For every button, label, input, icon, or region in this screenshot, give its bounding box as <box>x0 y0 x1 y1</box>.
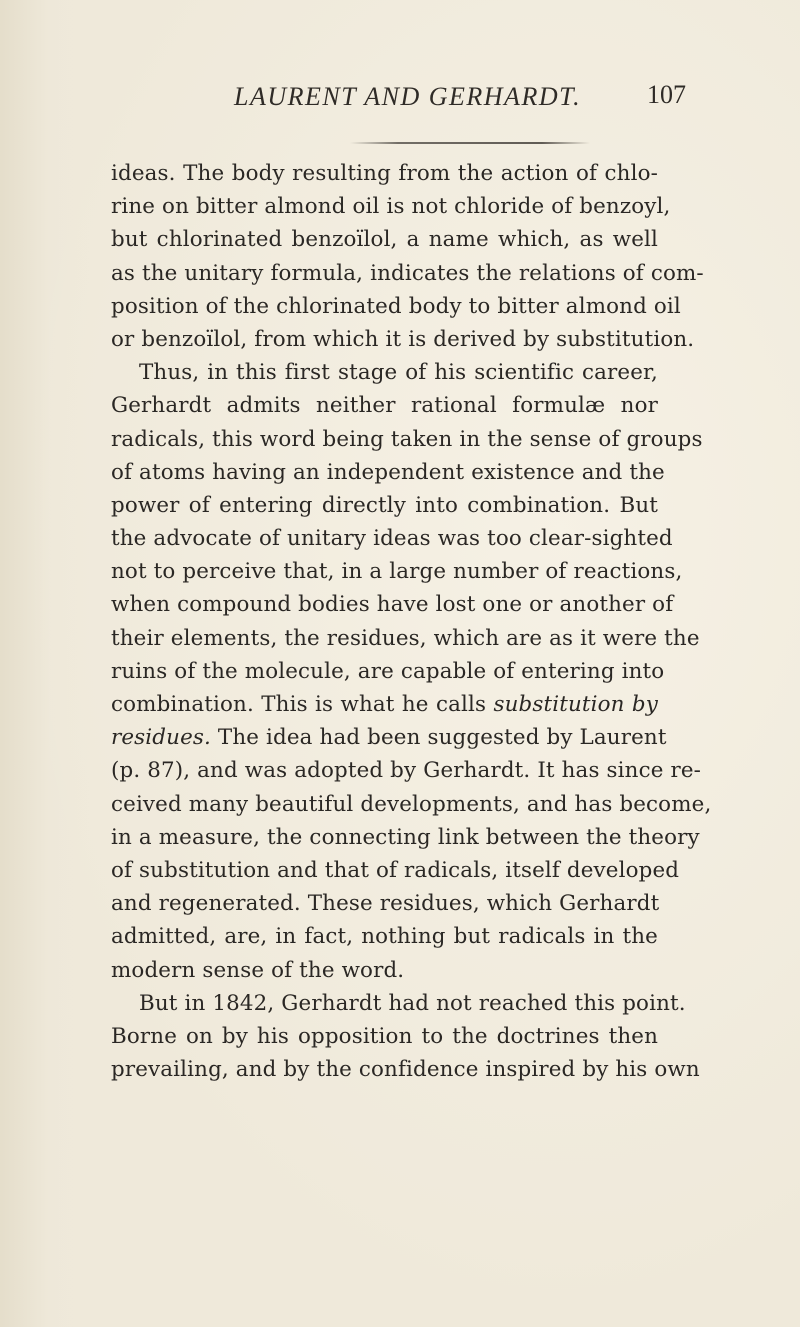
text-line <box>111 190 671 223</box>
line-text: admitted, are, in fact, nothing but radicals in the <box>111 924 658 950</box>
text-line <box>111 489 658 522</box>
text-line <box>111 522 673 555</box>
line-text: in a measure, the connecting link between the theory <box>111 824 700 850</box>
text-line <box>111 356 658 389</box>
line-text: combination. This is what he calls <box>111 692 494 717</box>
line-text: ruins of the molecule, are capable of entering into <box>111 658 665 684</box>
line-text: but chlorinated benzoïlol, a name which, as well <box>111 227 658 253</box>
line-text: of atoms having an independent existence and the <box>111 459 665 485</box>
text-line <box>111 555 683 588</box>
text-line <box>111 655 665 688</box>
text-line <box>111 688 658 721</box>
text-line <box>111 423 703 456</box>
header-rule <box>350 142 590 144</box>
running-title: LAURENT AND GERHARDT. <box>234 82 582 111</box>
text-line <box>111 290 681 323</box>
text-line <box>111 389 658 422</box>
text-line <box>111 622 700 655</box>
line-text: ceived many beautiful developments, and has become, <box>111 791 712 817</box>
text-line <box>111 1020 658 1053</box>
line-text: as the unitary formula, indicates the relations of com- <box>111 260 704 286</box>
text-line <box>111 754 702 787</box>
line-text: not to perceive that, in a large number of reactions, <box>111 559 683 585</box>
line-text: modern sense of the word. <box>111 957 405 983</box>
text-line <box>111 223 658 256</box>
line-text: the advocate of unitary ideas was too clear-sighted <box>111 526 673 552</box>
text-line <box>111 854 680 887</box>
text-line <box>111 456 665 489</box>
text-line <box>111 1053 700 1086</box>
line-text: their elements, the residues, which are as it were the <box>111 625 700 651</box>
text-line <box>111 588 674 621</box>
line-text: of substitution and that of radicals, itself developed <box>111 857 680 883</box>
text-line <box>111 821 700 854</box>
text-line <box>111 157 658 190</box>
text-line <box>111 257 704 290</box>
line-text: (p. 87), and was adopted by Gerhardt. It has since re- <box>111 758 702 784</box>
text-line <box>111 721 667 754</box>
line-text: rine on bitter almond oil is not chloride of benzoyl, <box>111 194 671 220</box>
text-line <box>111 954 658 987</box>
line-text: position of the chlorinated body to bitter almond oil <box>111 293 681 319</box>
italic-term: substitution by <box>493 692 658 717</box>
line-text: when compound bodies have lost one or another of <box>111 592 674 618</box>
line-text: Gerhardt admits neither rational formulæ nor <box>111 393 658 419</box>
running-head <box>0 82 800 122</box>
text-line <box>111 920 658 953</box>
text-line <box>111 788 712 821</box>
line-text: But in 1842, Gerhardt had not reached this point. <box>139 990 686 1016</box>
line-text: prevailing, and by the confidence inspired by his own <box>111 1057 700 1083</box>
text-line <box>111 323 695 356</box>
body-text <box>111 157 712 1086</box>
line-text: The idea had been suggested by Laurent <box>210 725 667 751</box>
page-number: 107 <box>647 80 686 109</box>
line-text: power of entering directly into combination. But <box>111 492 658 518</box>
line-text: and regenerated. These residues, which Gerhardt <box>111 891 660 917</box>
line-text: ideas. The body resulting from the action of chlo- <box>111 161 658 186</box>
line-text: Borne on by his opposition to the doctrines then <box>111 1023 658 1049</box>
italic-term: residues. <box>111 725 211 751</box>
text-line <box>111 887 658 920</box>
line-text: or benzoïlol, from which it is derived by substitution. <box>111 326 695 352</box>
text-line <box>111 987 686 1020</box>
line-text: radicals, this word being taken in the sense of groups <box>111 426 703 452</box>
line-text: Thus, in this first stage of his scientific career, <box>139 360 658 386</box>
